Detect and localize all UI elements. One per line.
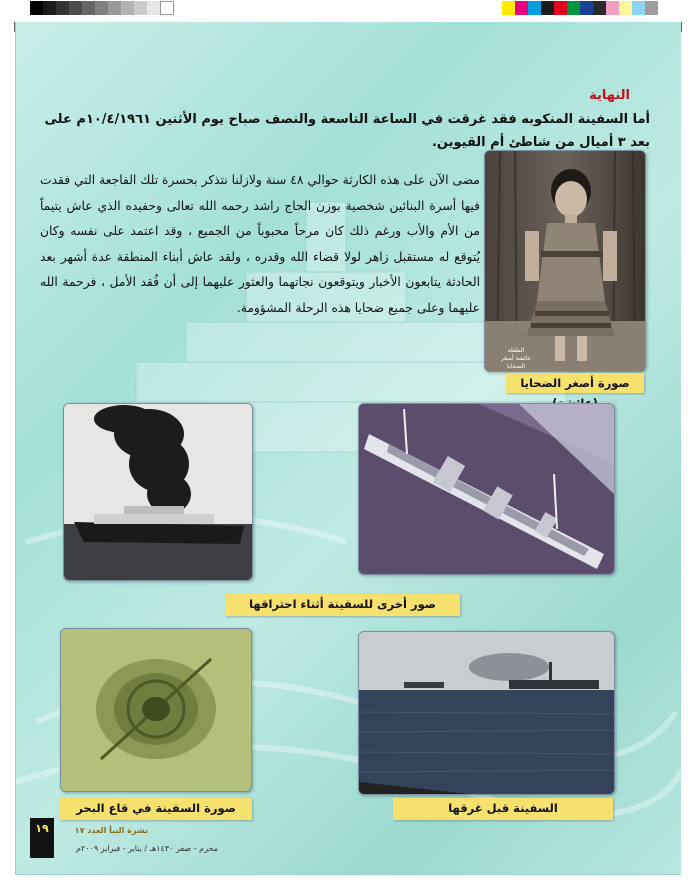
crop-mark — [681, 22, 682, 32]
color-calibration-bar — [502, 1, 658, 15]
paragraph-tragedy: مضى الآن على هذه الكارثة حوالي ٤٨ سنة ولازلنا نتذكر بحسرة تلك الفاجعة التي فقدت فيها أسرة البنائين شخصية بوزن الحاج راشد رحمه الله تعالى وحفيده الذي عاش يتيماً من الأم والأب ورغم ذلك كان مرحاً محبوباً من الجميع ، وقد اعتمد على نفسه وكان يُتوقع له مستقبل زاهر لولا قضاء الله وقدره ، ولقد عاش أبناء المنطقة عدة أشهر بعد الحادثة يتابعون الأخبار ويتوقعون نجاتهما والعثور عليهما إلى أن فُقد الأمل ، فرحمة الله عليهما وعلى جميع ضحايا هذه الرحلة المشؤومة. — [40, 173, 481, 315]
photo-youngest-victim — [484, 150, 646, 372]
grayscale-calibration-bar — [30, 1, 174, 15]
paragraph-sinking-date: أما السفينة المنكوبه فقد غرقت في الساعة التاسعة والنصف صباح يوم الأثنين ١٠/٤/١٩٦١م على بعد ٣ أميال من شاطئ أم القيوين. — [44, 112, 650, 150]
footer-date: محرم - صفر ١٤٣٠هـ / يناير - فبراير ٢٠٠٩م — [75, 844, 218, 853]
burning-ship-image — [64, 404, 252, 580]
caption-before-sinking: السفينة قبل غرقها — [393, 798, 613, 820]
caption-youngest-victim: صورة أصغر الضحايا — [506, 373, 644, 393]
photo-ship-seabed — [60, 628, 252, 792]
photo-ship-burning-smoke — [63, 403, 253, 581]
section-heading: النهاية — [589, 88, 630, 103]
seabed-image — [61, 629, 251, 791]
caption-seabed: صورة السفينة في قاع البحر — [60, 798, 252, 820]
aerial-ship-image — [359, 404, 614, 574]
caption-burning: صور أخرى للسفينة أثناء احتراقها — [225, 594, 460, 616]
photo-ship-aerial — [358, 403, 615, 575]
ship-horizon-image — [359, 632, 614, 794]
page-number: ١٩ — [35, 822, 49, 835]
page-number-box — [30, 818, 54, 858]
photo-ship-before-sinking — [358, 631, 615, 795]
photo-inscription: الطفلة عائشة أصغر الضحايا — [500, 347, 532, 370]
footer-issue: نشرة النبأ العدد ١٧ — [74, 826, 148, 835]
girl-portrait-image — [485, 151, 645, 371]
